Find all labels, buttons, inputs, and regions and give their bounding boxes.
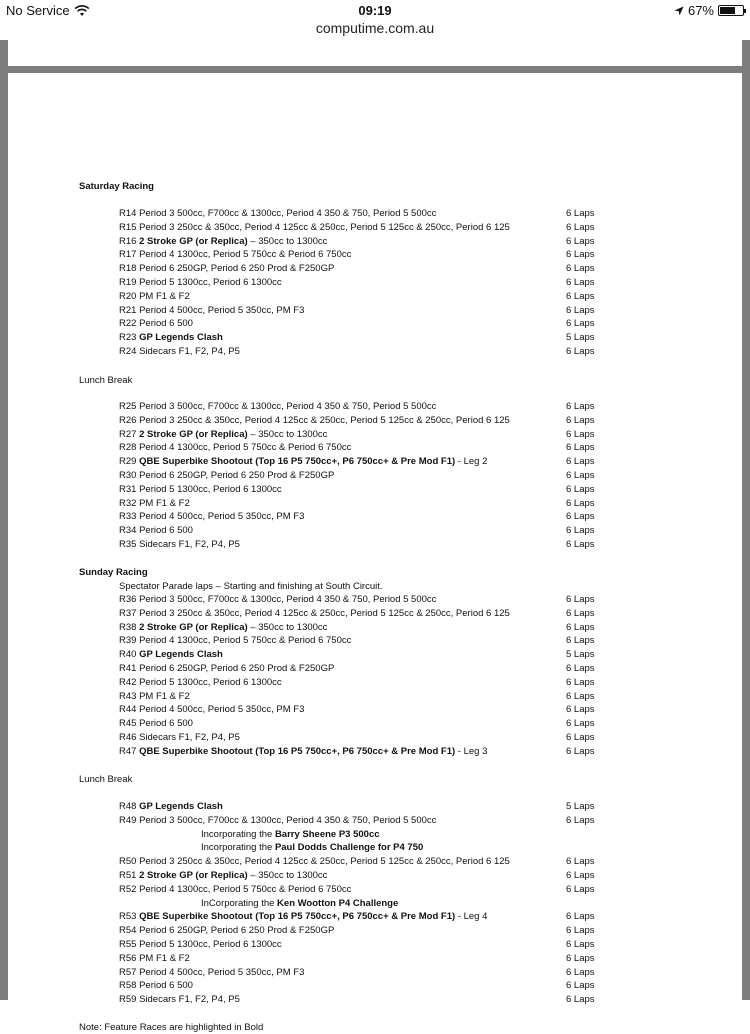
race-row — [119, 938, 282, 951]
race-laps: 6 Laps — [566, 290, 595, 302]
race-description: PM F1 & F2 — [139, 952, 190, 964]
race-id: R18 — [119, 263, 140, 275]
race-laps: 6 Laps — [566, 511, 595, 523]
race-feature-title: 2 Stroke GP (or Replica) — [139, 428, 248, 440]
race-id: R53 — [119, 911, 140, 923]
race-row — [119, 690, 190, 703]
status-time: 09:19 — [358, 3, 392, 18]
battery-icon — [718, 5, 744, 16]
race-id: R32 — [119, 497, 140, 509]
race-note-text: Incorporating the — [201, 842, 275, 854]
race-laps: 6 Laps — [566, 635, 595, 647]
race-description: Sidecars F1, F2, P4, P5 — [139, 732, 240, 743]
battery-level — [720, 7, 735, 14]
race-laps: 6 Laps — [566, 470, 595, 481]
race-id: R33 — [119, 511, 140, 523]
race-row — [119, 428, 327, 441]
race-id: R28 — [119, 442, 140, 454]
race-description: Period 6 500 — [139, 318, 193, 330]
race-row — [119, 717, 193, 730]
race-row — [119, 814, 436, 827]
race-id: R31 — [119, 483, 140, 495]
race-row — [119, 855, 510, 868]
race-description: Period 6 250GP, Period 6 250 Prod & F250GP — [139, 925, 335, 937]
race-id: R49 — [119, 814, 140, 826]
race-id: R30 — [119, 470, 140, 481]
race-row — [119, 966, 304, 979]
race-description: Period 6 500 — [139, 718, 193, 730]
race-id: R39 — [119, 635, 140, 647]
status-bar — [0, 0, 750, 20]
race-row — [119, 662, 334, 675]
race-row — [119, 607, 510, 620]
race-row — [119, 593, 436, 606]
location-arrow-icon — [674, 6, 684, 16]
race-laps: 6 Laps — [566, 483, 595, 495]
race-row — [119, 483, 282, 496]
race-description: – 350cc to 1300cc — [247, 621, 328, 633]
race-description: – 350cc to 1300cc — [247, 870, 328, 881]
race-id: R14 — [119, 208, 140, 219]
race-id: R45 — [119, 718, 140, 730]
race-row — [119, 497, 190, 510]
race-laps: 6 Laps — [566, 939, 595, 950]
race-laps: 6 Laps — [566, 539, 595, 550]
race-laps: 5 Laps — [566, 649, 595, 661]
race-laps: 6 Laps — [566, 497, 595, 509]
race-id: R48 — [119, 801, 140, 812]
race-laps: 6 Laps — [566, 814, 595, 826]
race-laps: 6 Laps — [566, 911, 595, 923]
race-row — [119, 304, 304, 317]
race-note — [201, 897, 398, 910]
race-id: R15 — [119, 221, 140, 233]
race-description: - Leg 3 — [455, 745, 488, 757]
document-page — [8, 73, 742, 1033]
race-description: Period 4 1300cc, Period 5 750cc & Period 6 750cc — [139, 249, 352, 261]
race-id: R44 — [119, 704, 140, 716]
race-note-feature: Barry Sheene P3 500cc — [274, 828, 380, 840]
race-id: R23 — [119, 332, 140, 344]
race-row — [119, 634, 351, 647]
race-laps: 6 Laps — [566, 607, 595, 619]
race-row — [119, 731, 240, 744]
race-description: Period 5 1300cc, Period 6 1300cc — [139, 277, 282, 288]
section-heading: Sunday Racing — [79, 567, 148, 578]
race-description: - Leg 4 — [455, 911, 488, 923]
race-id: R46 — [119, 732, 140, 743]
race-description: Period 5 1300cc, Period 6 1300cc — [139, 939, 282, 950]
race-row — [119, 345, 240, 358]
race-feature-title: QBE Superbike Shootout (Top 16 P5 750cc+, P6 750cc+ & Pre Mod F1) — [139, 911, 456, 923]
race-id: R59 — [119, 994, 140, 1006]
race-laps: 6 Laps — [566, 621, 595, 633]
race-laps: 6 Laps — [566, 401, 595, 412]
status-right — [674, 3, 744, 18]
race-laps: 6 Laps — [566, 690, 595, 702]
race-feature-title: GP Legends Clash — [139, 649, 223, 661]
race-feature-title: 2 Stroke GP (or Replica) — [139, 621, 248, 633]
race-description: Period 4 1300cc, Period 5 750cc & Period 6 750cc — [139, 635, 352, 647]
race-row — [119, 538, 240, 551]
race-id: R37 — [119, 607, 140, 619]
race-feature-title: GP Legends Clash — [139, 332, 223, 344]
footnote: Note: Feature Races are highlighted in Bold — [79, 1022, 264, 1033]
race-description: Period 4 1300cc, Period 5 750cc & Period 6 750cc — [139, 442, 352, 454]
race-row — [119, 248, 351, 261]
race-note-feature: Ken Wootton P4 Challenge — [277, 897, 399, 909]
race-id: R17 — [119, 249, 140, 261]
race-laps: 6 Laps — [566, 221, 595, 233]
url-bar[interactable]: computime.com.au — [315, 20, 435, 36]
race-description: Period 3 250cc & 350cc, Period 4 125cc & 250cc, Period 5 125cc & 250cc, Period 6 125 — [139, 221, 510, 233]
carrier-label: No Service — [6, 3, 70, 18]
race-row — [119, 469, 334, 482]
race-description: Period 3 500cc, F700cc & 1300cc, Period 4 350 & 750, Period 5 500cc — [139, 208, 437, 219]
race-row — [119, 455, 487, 468]
race-laps: 6 Laps — [566, 263, 595, 275]
race-row — [119, 952, 190, 965]
race-feature-title: GP Legends Clash — [139, 801, 223, 812]
race-row — [119, 745, 487, 758]
race-row — [119, 262, 334, 275]
race-laps: 6 Laps — [566, 663, 595, 674]
race-laps: 6 Laps — [566, 525, 595, 537]
race-id: R27 — [119, 428, 140, 440]
race-laps: 6 Laps — [566, 235, 595, 247]
race-row — [119, 883, 351, 896]
race-laps: 6 Laps — [566, 442, 595, 454]
race-id: R35 — [119, 539, 140, 550]
race-description: Sidecars F1, F2, P4, P5 — [139, 346, 240, 357]
race-laps: 5 Laps — [566, 332, 595, 344]
lunch-break: Lunch Break — [79, 375, 133, 386]
race-id: R36 — [119, 594, 140, 605]
race-description: Period 4 500cc, Period 5 350cc, PM F3 — [139, 704, 305, 716]
race-laps: 6 Laps — [566, 925, 595, 937]
race-laps: 6 Laps — [566, 994, 595, 1006]
section-heading: Saturday Racing — [79, 181, 154, 192]
race-row — [119, 676, 282, 689]
race-description: Sidecars F1, F2, P4, P5 — [139, 539, 240, 550]
parade-note: Spectator Parade laps – Starting and finishing at South Circuit. — [119, 581, 383, 592]
race-description: Period 4 500cc, Period 5 350cc, PM F3 — [139, 966, 305, 978]
race-feature-title: QBE Superbike Shootout (Top 16 P5 750cc+, P6 750cc+ & Pre Mod F1) — [139, 456, 456, 468]
race-id: R40 — [119, 649, 140, 661]
race-description: Period 3 500cc, F700cc & 1300cc, Period 4 350 & 750, Period 5 500cc — [139, 594, 437, 605]
race-id: R50 — [119, 856, 140, 868]
race-id: R38 — [119, 621, 140, 633]
race-id: R54 — [119, 925, 140, 937]
race-laps: 6 Laps — [566, 249, 595, 261]
race-laps: 6 Laps — [566, 304, 595, 316]
race-id: R29 — [119, 456, 140, 468]
pdf-viewer[interactable] — [0, 40, 750, 1033]
race-id: R43 — [119, 690, 140, 702]
race-row — [119, 869, 327, 882]
race-laps: 6 Laps — [566, 346, 595, 357]
race-id: R58 — [119, 980, 140, 992]
race-row — [119, 703, 304, 716]
race-description: PM F1 & F2 — [139, 290, 190, 302]
race-row — [119, 979, 193, 992]
race-description: PM F1 & F2 — [139, 690, 190, 702]
race-row — [119, 317, 193, 330]
race-description: Period 6 250GP, Period 6 250 Prod & F250GP — [139, 663, 335, 674]
race-laps: 6 Laps — [566, 704, 595, 716]
race-description: Period 4 1300cc, Period 5 750cc & Period 6 750cc — [139, 883, 352, 895]
race-laps: 6 Laps — [566, 856, 595, 868]
race-note — [201, 841, 423, 854]
race-row — [119, 621, 327, 634]
race-id: R24 — [119, 346, 140, 357]
race-description: Period 5 1300cc, Period 6 1300cc — [139, 676, 282, 688]
race-id: R57 — [119, 966, 140, 978]
race-row — [119, 910, 487, 923]
race-row — [119, 235, 327, 248]
race-id: R51 — [119, 870, 140, 881]
race-description: Period 6 250GP, Period 6 250 Prod & F250GP — [139, 263, 335, 275]
race-id: R56 — [119, 952, 140, 964]
race-id: R22 — [119, 318, 140, 330]
race-laps: 6 Laps — [566, 456, 595, 468]
race-laps: 6 Laps — [566, 318, 595, 330]
race-description: Period 3 500cc, F700cc & 1300cc, Period 4 350 & 750, Period 5 500cc — [139, 814, 437, 826]
race-row — [119, 441, 351, 454]
race-note-text: Incorporating the — [201, 828, 275, 840]
race-description: – 350cc to 1300cc — [247, 428, 328, 440]
race-row — [119, 924, 334, 937]
race-description: Sidecars F1, F2, P4, P5 — [139, 994, 240, 1006]
race-laps: 6 Laps — [566, 428, 595, 440]
race-laps: 6 Laps — [566, 277, 595, 288]
race-note-feature: Paul Dodds Challenge for P4 750 — [274, 842, 424, 854]
race-row — [119, 524, 193, 537]
race-description: Period 3 500cc, F700cc & 1300cc, Period 4 350 & 750, Period 5 500cc — [139, 401, 437, 412]
race-row — [119, 400, 436, 413]
race-row — [119, 331, 223, 344]
race-description: Period 6 500 — [139, 980, 193, 992]
race-id: R42 — [119, 676, 140, 688]
race-row — [119, 221, 510, 234]
race-description: Period 4 500cc, Period 5 350cc, PM F3 — [139, 511, 305, 523]
race-laps: 5 Laps — [566, 801, 595, 812]
race-id: R52 — [119, 883, 140, 895]
race-row — [119, 800, 223, 813]
race-laps: 6 Laps — [566, 980, 595, 992]
race-description: Period 3 250cc & 350cc, Period 4 125cc & 250cc, Period 5 125cc & 250cc, Period 6 125 — [139, 607, 510, 619]
race-id: R25 — [119, 401, 140, 412]
race-laps: 6 Laps — [566, 208, 595, 219]
race-row — [119, 510, 304, 523]
race-laps: 6 Laps — [566, 966, 595, 978]
lunch-break: Lunch Break — [79, 774, 133, 785]
race-note — [201, 828, 380, 841]
race-row — [119, 648, 223, 661]
race-id: R26 — [119, 414, 140, 426]
race-id: R19 — [119, 277, 140, 288]
race-description: PM F1 & F2 — [139, 497, 190, 509]
race-laps: 6 Laps — [566, 952, 595, 964]
race-description: – 350cc to 1300cc — [247, 235, 328, 247]
race-id: R34 — [119, 525, 140, 537]
previous-page — [8, 40, 742, 66]
race-description: Period 4 500cc, Period 5 350cc, PM F3 — [139, 304, 305, 316]
race-description: Period 3 250cc & 350cc, Period 4 125cc & 250cc, Period 5 125cc & 250cc, Period 6 125 — [139, 414, 510, 426]
race-id: R21 — [119, 304, 140, 316]
race-feature-title: 2 Stroke GP (or Replica) — [139, 870, 248, 881]
race-description: Period 5 1300cc, Period 6 1300cc — [139, 483, 282, 495]
race-laps: 6 Laps — [566, 594, 595, 605]
race-description: Period 6 500 — [139, 525, 193, 537]
race-row — [119, 207, 436, 220]
race-description: - Leg 2 — [455, 456, 488, 468]
race-laps: 6 Laps — [566, 676, 595, 688]
race-id: R47 — [119, 745, 140, 757]
race-laps: 6 Laps — [566, 732, 595, 743]
race-note-text: InCorporating the — [201, 897, 278, 909]
race-row — [119, 414, 510, 427]
race-laps: 6 Laps — [566, 414, 595, 426]
race-laps: 6 Laps — [566, 883, 595, 895]
race-id: R20 — [119, 290, 140, 302]
race-id: R16 — [119, 235, 140, 247]
battery-percentage: 67% — [687, 3, 714, 18]
race-laps: 6 Laps — [566, 718, 595, 730]
race-row — [119, 276, 282, 289]
race-description: Period 3 250cc & 350cc, Period 4 125cc & 250cc, Period 5 125cc & 250cc, Period 6 125 — [139, 856, 510, 868]
race-row — [119, 290, 190, 303]
race-id: R41 — [119, 663, 140, 674]
race-id: R55 — [119, 939, 140, 950]
race-feature-title: QBE Superbike Shootout (Top 16 P5 750cc+, P6 750cc+ & Pre Mod F1) — [139, 745, 456, 757]
race-laps: 6 Laps — [566, 745, 595, 757]
race-description: Period 6 250GP, Period 6 250 Prod & F250GP — [139, 470, 335, 481]
race-feature-title: 2 Stroke GP (or Replica) — [139, 235, 248, 247]
race-laps: 6 Laps — [566, 870, 595, 881]
